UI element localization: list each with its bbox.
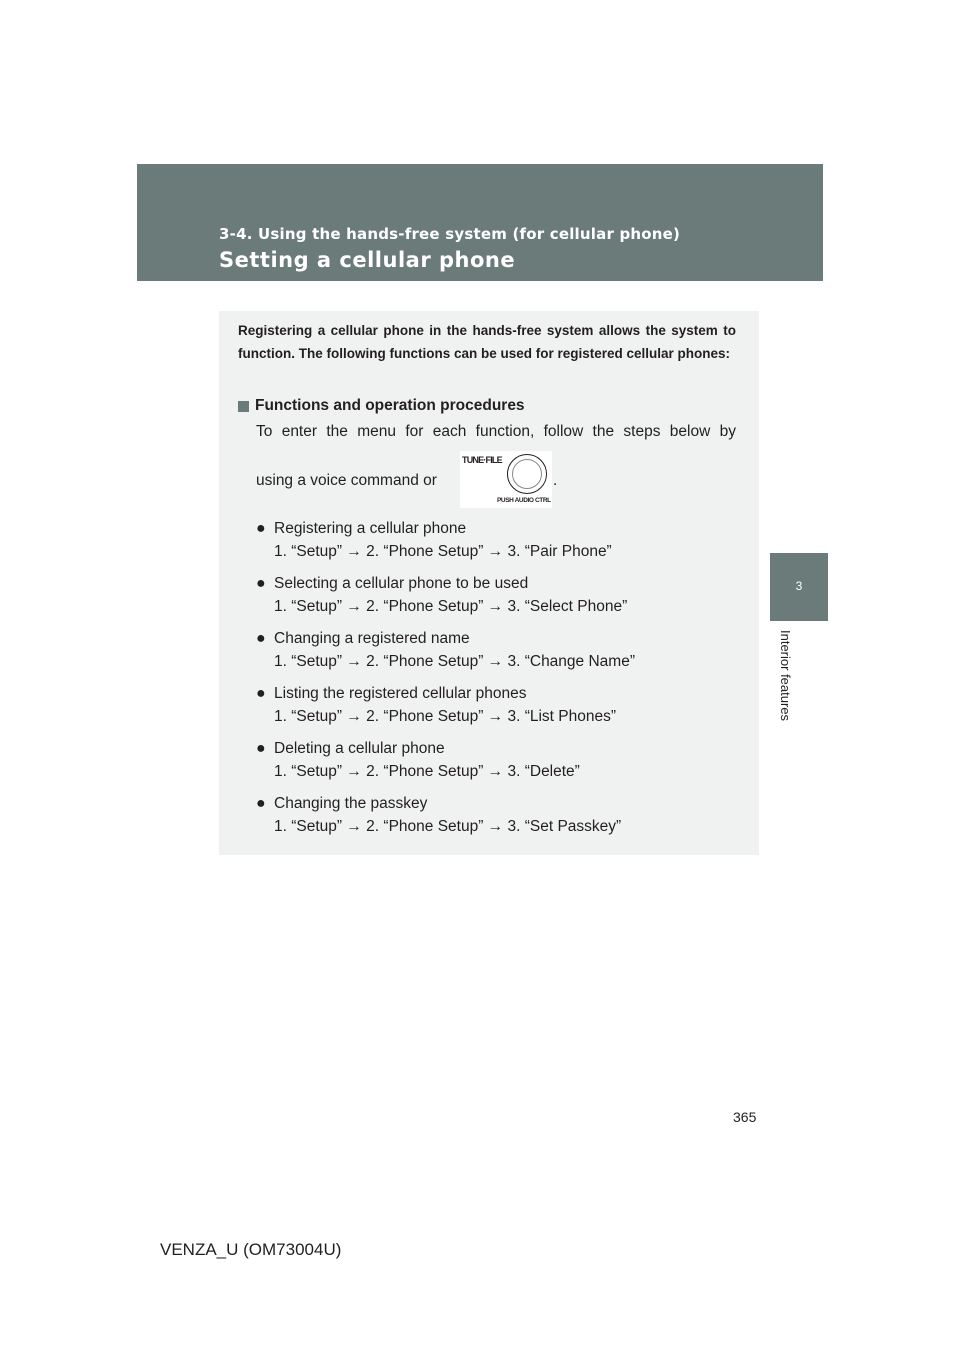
bullet-icon: ● [256, 795, 266, 812]
list-item [256, 520, 612, 561]
item-steps: 1. “Setup” → 2. “Phone Setup” → 3. “List Phones” [274, 708, 617, 725]
list-item [256, 630, 635, 671]
content-box [219, 311, 759, 855]
bullet-icon: ● [256, 685, 266, 702]
knob-dial-icon [507, 454, 547, 494]
item-title: Registering a cellular phone [274, 520, 467, 537]
instruction-line-1: To enter the menu for each function, follow the steps below by [256, 423, 736, 440]
item-steps: 1. “Setup” → 2. “Phone Setup” → 3. “Select Phone” [274, 598, 628, 615]
bullet-icon: ● [256, 575, 266, 592]
item-title: Deleting a cellular phone [274, 740, 445, 757]
intro-paragraph: Registering a cellular phone in the hands-free system allows the system to function. The following functions can be used for registered cellular phones: [238, 323, 736, 361]
header-band [137, 164, 823, 281]
square-bullet-icon [238, 401, 249, 412]
item-title: Changing the passkey [274, 795, 428, 812]
chapter-number: 3 [795, 579, 803, 593]
item-steps: 1. “Setup” → 2. “Phone Setup” → 3. “Delete” [274, 763, 580, 780]
item-steps: 1. “Setup” → 2. “Phone Setup” → 3. “Pair Phone” [274, 543, 612, 560]
knob-bottom-label: PUSH AUDIO CTRL [497, 497, 551, 504]
item-title: Changing a registered name [274, 630, 470, 647]
chapter-name: Interior features [778, 630, 793, 722]
item-steps: 1. “Setup” → 2. “Phone Setup” → 3. “Set Passkey” [274, 818, 622, 835]
subheading-text: Functions and operation procedures [255, 397, 525, 414]
subheading [238, 397, 525, 415]
tune-file-knob-icon [460, 451, 552, 508]
item-steps: 1. “Setup” → 2. “Phone Setup” → 3. “Change Name” [274, 653, 635, 670]
page-number: 365 [733, 1109, 757, 1125]
list-item [256, 685, 616, 726]
section-label: 3-4. Using the hands-free system (for cellular phone) [219, 225, 681, 243]
list-item [256, 795, 621, 836]
bullet-icon: ● [256, 520, 266, 537]
bullet-icon: ● [256, 630, 266, 647]
item-title: Listing the registered cellular phones [274, 685, 527, 702]
knob-top-label: TUNE·FILE [462, 455, 502, 465]
item-title: Selecting a cellular phone to be used [274, 575, 529, 592]
list-item [256, 740, 580, 781]
list-item [256, 575, 627, 616]
instruction-line-2: using a voice command or [256, 472, 437, 489]
bullet-icon: ● [256, 740, 266, 757]
chapter-tab [770, 553, 828, 621]
instruction-end: . [553, 472, 558, 489]
page-title: Setting a cellular phone [219, 248, 516, 272]
document-id: VENZA_U (OM73004U) [160, 1240, 342, 1259]
